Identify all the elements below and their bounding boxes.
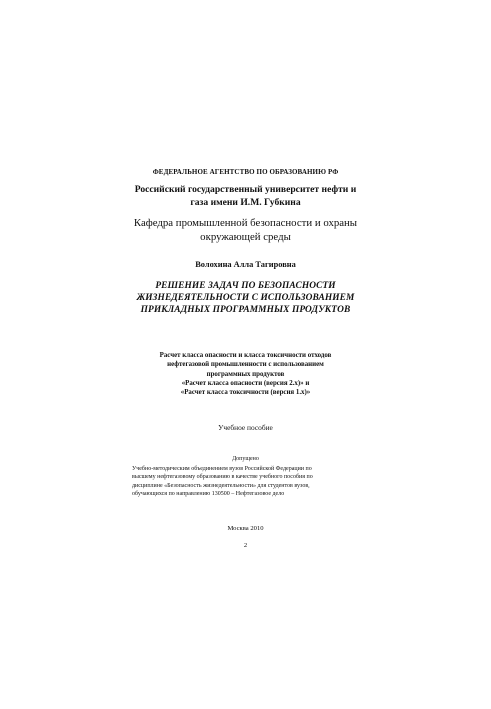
document-type: Учебное пособие [218,423,273,432]
author-name: Волохина Алла Тагировна [195,260,296,269]
page-number: 2 [243,542,248,549]
subtitle-line-5: «Расчет класса токсичности (версия 1.х)» [180,389,311,397]
approval-line-3: дисциплине «Безопасность жизнедеятельности» для студентов вузов, [132,482,310,489]
approval-line-2: высшему нефтегазовому образованию в качестве учебного пособия по [132,474,313,481]
department-line-2: окружающей среды [200,231,291,243]
agency-name: ФЕДЕРАЛЬНОЕ АГЕНТСТВО ПО ОБРАЗОВАНИЮ РФ [152,168,339,176]
approval-heading: Допущено [232,456,259,462]
subtitle-line-3: программных продуктов [206,370,285,378]
subtitle-line-2: нефтегазовой промышленности с использованием [167,361,324,369]
approval-text [132,465,364,498]
department-name [0,216,491,244]
university-name [0,183,491,209]
city-year: Москва 2010 [227,525,264,532]
approval-line-4: обучающихся по направлению 130500 – Нефтегазовое дело [132,490,285,497]
document-title [0,280,491,316]
document-subtitle [0,351,491,397]
title-line-3: ПРИКЛАДНЫХ ПРОГРАММНЫХ ПРОДУКТОВ [140,305,351,315]
title-line-1: РЕШЕНИЕ ЗАДАЧ ПО БЕЗОПАСНОСТИ [155,281,336,291]
title-line-2: ЖИЗНЕДЕЯТЕЛЬНОСТИ С ИСПОЛЬЗОВАНИЕМ [136,293,355,303]
university-line-2: газа имени И.М. Губкина [190,197,301,208]
department-line-1: Кафедра промышленной безопасности и охраны [133,217,358,229]
approval-line-1: Учебно-методическим объединением вузов Российской Федерации по [132,466,312,472]
subtitle-line-1: Расчет класса опасности и класса токсичности отходов [159,352,332,359]
university-line-1: Российский государственный университет нефти и [134,184,357,195]
subtitle-line-4: «Расчет класса опасности (версия 2.х)» и [181,379,310,387]
